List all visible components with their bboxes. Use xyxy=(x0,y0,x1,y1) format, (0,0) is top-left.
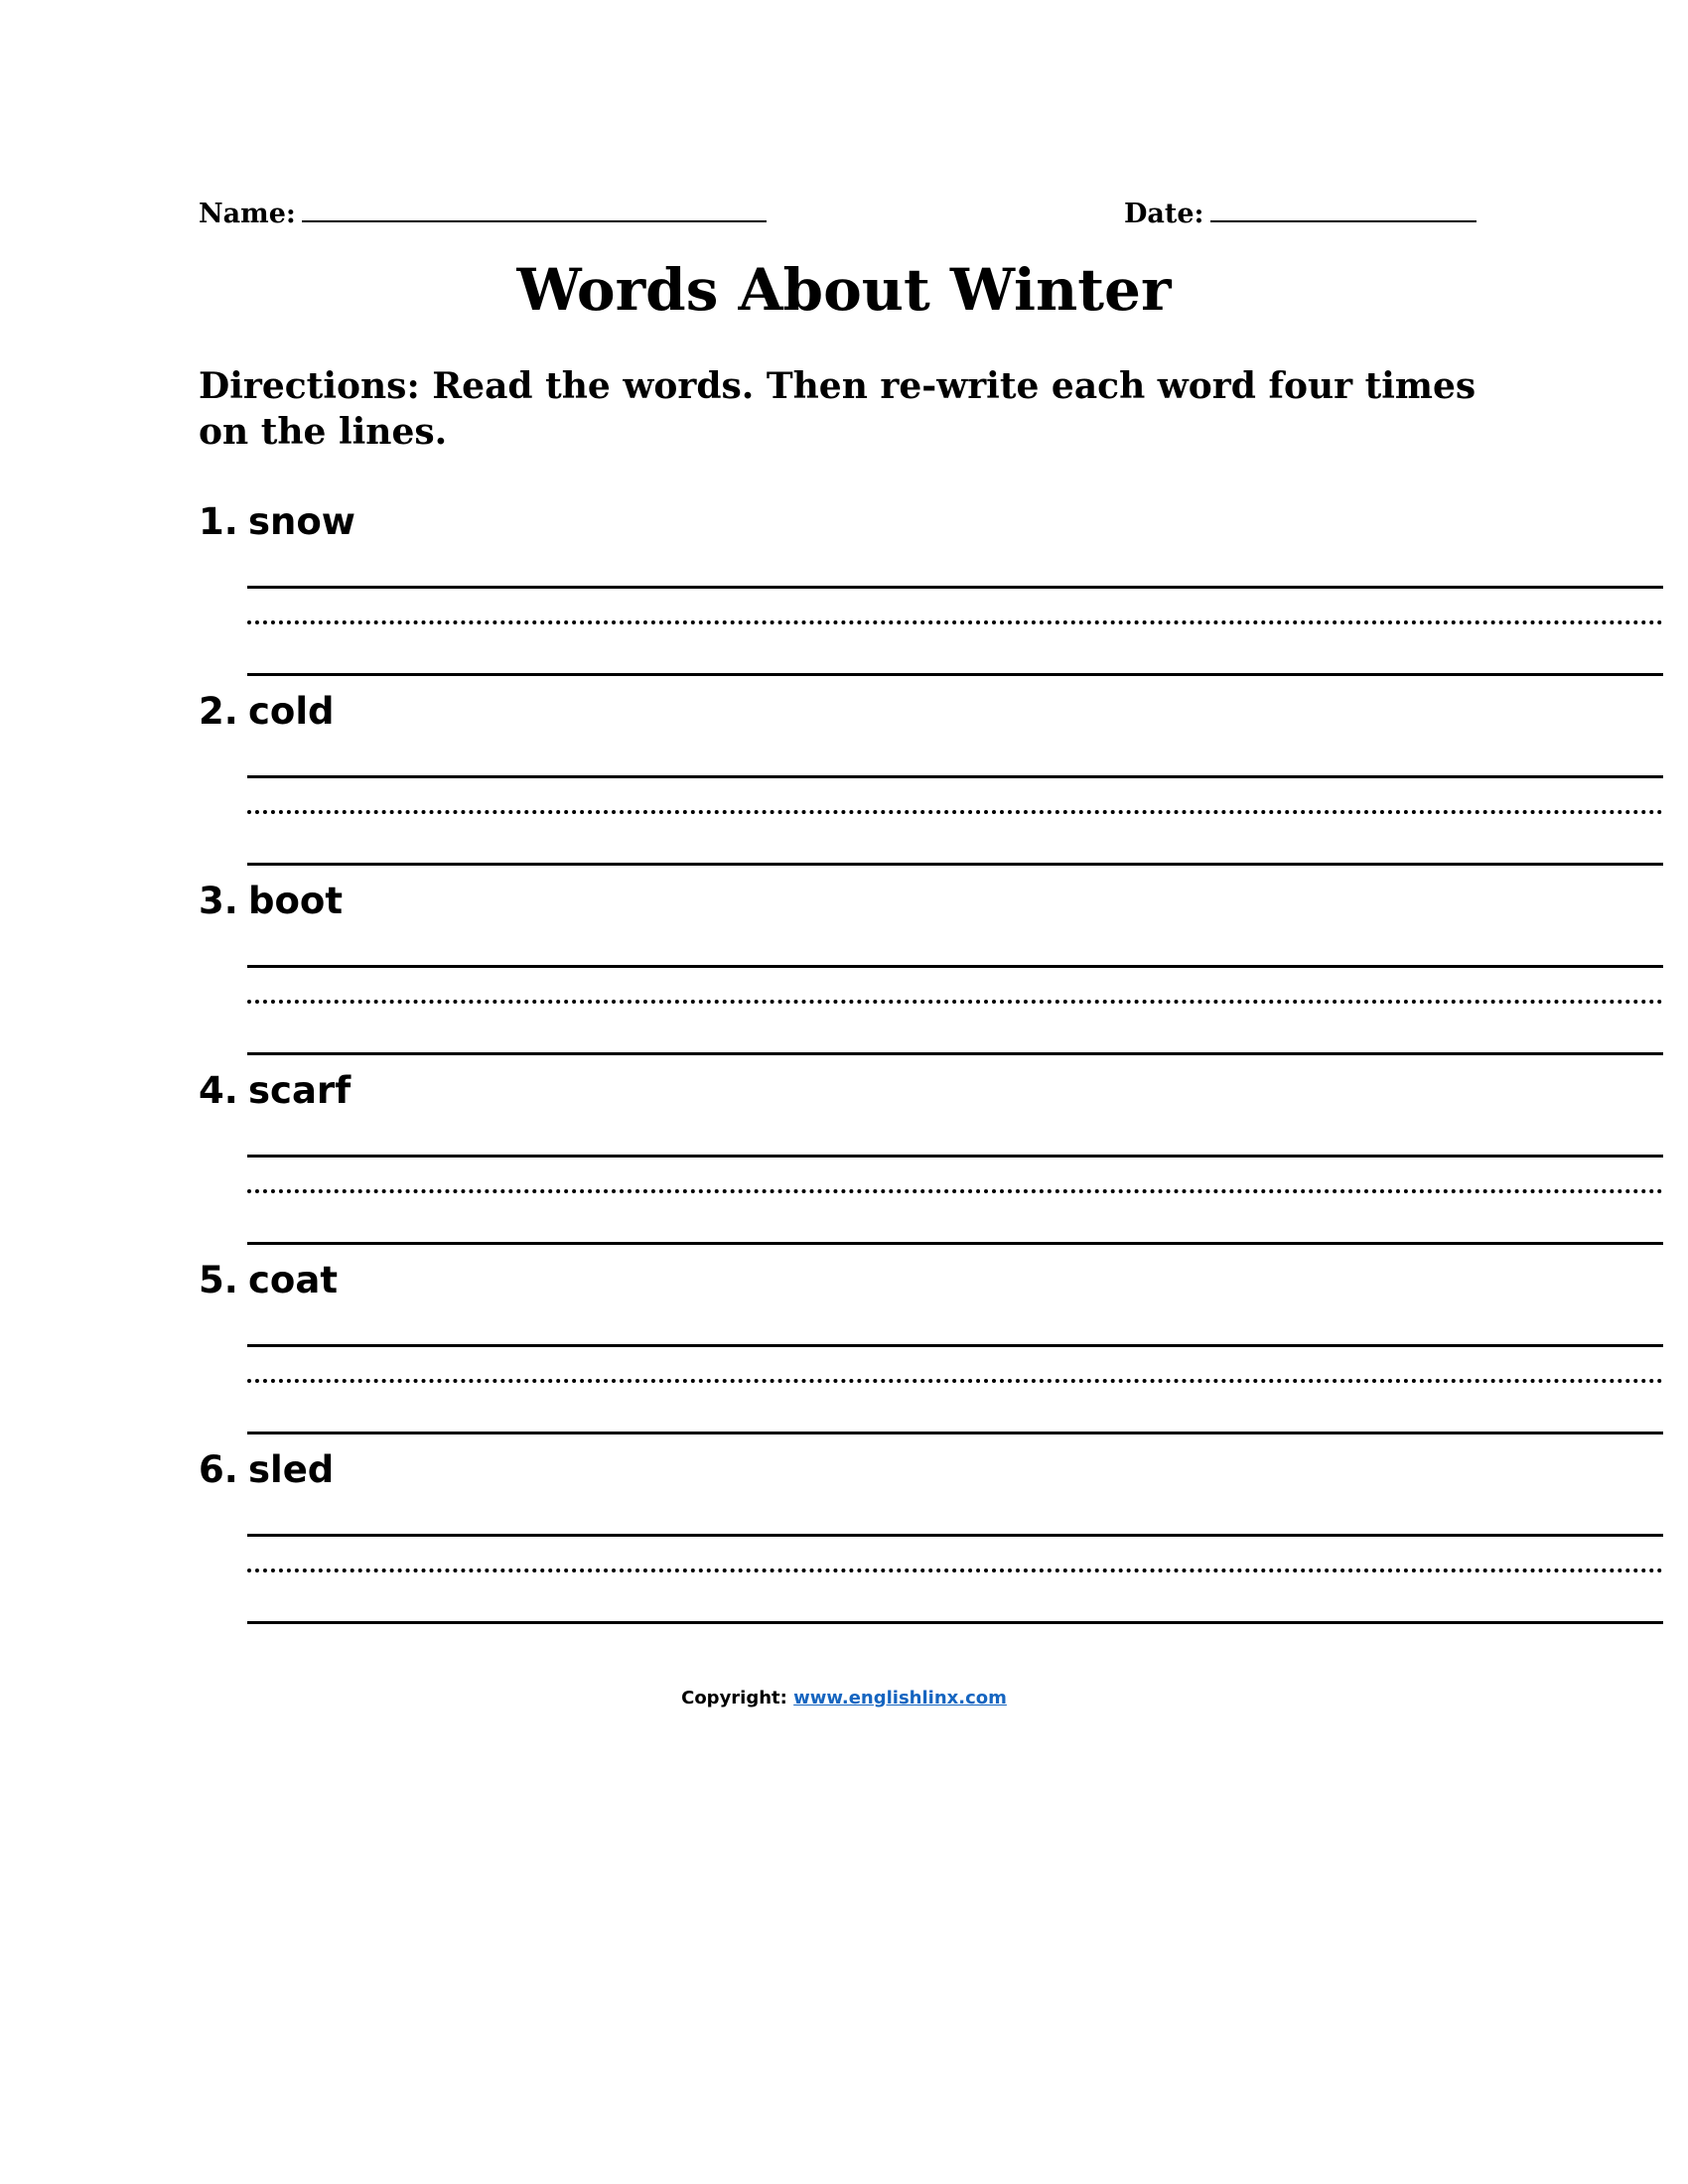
writing-line-bottom[interactable] xyxy=(247,673,1663,676)
word-label xyxy=(199,1069,351,1112)
writing-line-top[interactable] xyxy=(247,1344,1663,1347)
item-number: 2. xyxy=(199,690,238,733)
website-link[interactable]: www.englishlinx.com xyxy=(793,1688,1007,1708)
date-blank[interactable] xyxy=(1210,220,1477,222)
writing-line-middle[interactable] xyxy=(247,1379,1663,1383)
name-blank[interactable] xyxy=(302,220,767,222)
word-item xyxy=(199,1259,1470,1472)
writing-line-top[interactable] xyxy=(247,586,1663,589)
copyright xyxy=(0,1688,1688,1708)
name-label: Name: xyxy=(199,199,296,229)
item-word: coat xyxy=(248,1259,339,1301)
writing-line-bottom[interactable] xyxy=(247,1621,1663,1624)
item-word: boot xyxy=(248,880,344,922)
writing-line-top[interactable] xyxy=(247,775,1663,778)
writing-line-middle[interactable] xyxy=(247,810,1663,814)
item-number: 3. xyxy=(199,880,238,922)
item-number: 6. xyxy=(199,1448,238,1491)
word-label xyxy=(199,1448,334,1491)
copyright-label: Copyright: xyxy=(681,1688,787,1708)
word-item xyxy=(199,690,1470,903)
writing-line-bottom[interactable] xyxy=(247,863,1663,866)
item-number: 4. xyxy=(199,1069,238,1112)
item-number: 5. xyxy=(199,1259,238,1301)
writing-line-bottom[interactable] xyxy=(247,1052,1663,1055)
directions: Directions: Read the words. Then re-write each word four times on the lines. xyxy=(199,365,1477,453)
word-label xyxy=(199,690,335,733)
word-label xyxy=(199,1259,338,1301)
writing-line-top[interactable] xyxy=(247,965,1663,968)
item-word: sled xyxy=(248,1448,335,1491)
writing-line-bottom[interactable] xyxy=(247,1242,1663,1245)
word-item xyxy=(199,1448,1470,1662)
writing-line-middle[interactable] xyxy=(247,1000,1663,1004)
date-label: Date: xyxy=(1124,199,1204,229)
word-item xyxy=(199,1069,1470,1283)
writing-line-top[interactable] xyxy=(247,1155,1663,1158)
writing-line-middle[interactable] xyxy=(247,1569,1663,1572)
word-item xyxy=(199,500,1470,714)
word-label xyxy=(199,500,355,543)
writing-line-top[interactable] xyxy=(247,1534,1663,1537)
item-word: snow xyxy=(248,500,355,543)
item-word: cold xyxy=(248,690,335,733)
writing-line-middle[interactable] xyxy=(247,620,1663,624)
item-word: scarf xyxy=(248,1069,352,1112)
date-field xyxy=(1124,199,1477,229)
word-item xyxy=(199,880,1470,1093)
name-field xyxy=(199,199,767,229)
writing-line-middle[interactable] xyxy=(247,1189,1663,1193)
item-number: 1. xyxy=(199,500,238,543)
writing-line-bottom[interactable] xyxy=(247,1432,1663,1434)
page-title: Words About Winter xyxy=(516,256,1172,324)
word-label xyxy=(199,880,343,922)
